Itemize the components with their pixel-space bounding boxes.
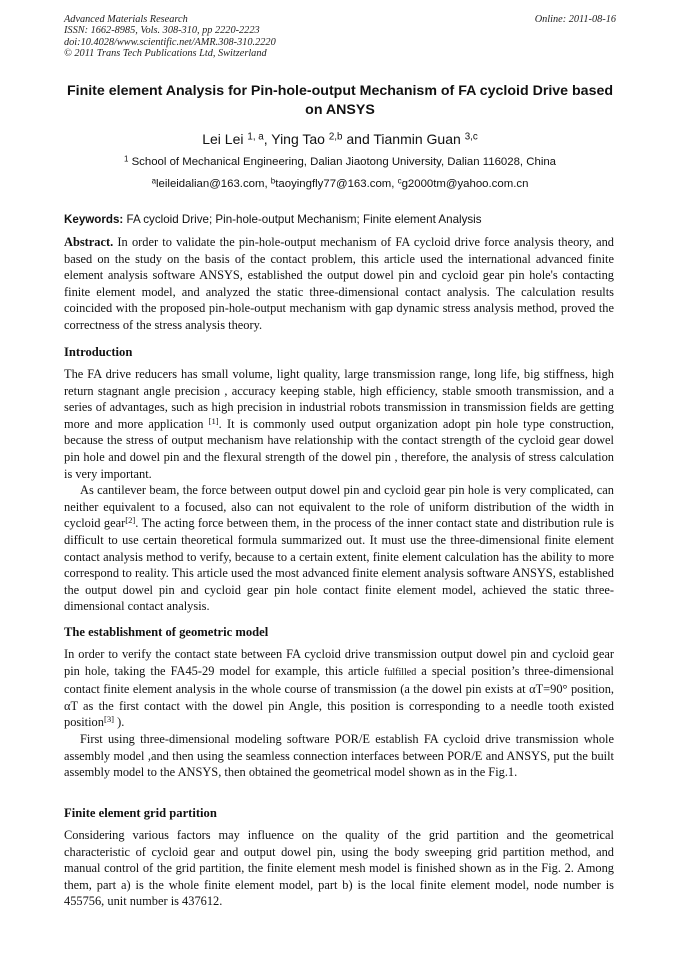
online-date: Online: 2011-08-16 — [534, 14, 616, 25]
abstract-label: Abstract. — [64, 235, 114, 249]
text-run: a special position’s three-dimensional contact finite element analysis in the whole course of transmission (a the dowel pin exists at αT=90° position, αT as the first contact with the dowel pin Angle, this position is corresponding to a needle tooth existed position — [64, 663, 614, 730]
journal-name: Advanced Materials Research — [64, 14, 188, 25]
text-run: The FA drive reducers has small volume, light quality, large transmission range, long life, big stiffness, high return stagnant angle precision , accuracy keeping stable, high efficiency, stable smooth transmission, and a series of advantages, such as high precision in industrial robots transmission in transmission fields are getting more and more application — [64, 367, 614, 431]
email-sup: b — [270, 176, 276, 186]
journal-meta — [64, 14, 276, 59]
paragraph — [64, 482, 614, 615]
keywords-label: Keywords: — [64, 213, 124, 226]
email-sup: a — [151, 176, 157, 186]
affiliation-sup: 1 — [123, 154, 129, 164]
section-heading-introduction: Introduction — [64, 345, 133, 359]
paragraph — [64, 646, 614, 731]
doi-line: doi:10.4028/www.scientific.net/AMR.308-310.2220 — [64, 36, 276, 48]
author-affil-sup: 1, a — [247, 131, 264, 143]
grid-partition-body — [64, 827, 614, 910]
text-run: In order to verify the contact state between FA cycloid drive transmission output dowel pin and cycloid gear pin hole, taking the FA45-29 model for example, this article — [64, 647, 614, 678]
geometric-model-body — [64, 646, 614, 781]
affiliation — [64, 156, 616, 168]
abstract — [64, 234, 614, 334]
paper-title: Finite element Analysis for Pin-hole-output Mechanism of FA cycloid Drive based on ANSYS — [66, 83, 614, 118]
keywords-text: FA cycloid Drive; Pin-hole-output Mechanism; Finite element Analysis — [123, 213, 482, 226]
text-run: . It is commonly used output organization adopt pin hole type construction, because the stress of output mechanism have relationship with the contact strength of the cycloid gear dowel pin hole and dowel pin and the flexural strength of the dowel pin , therefore, the analysis of stress calculation is very important. — [64, 416, 615, 481]
text-run: ). — [114, 715, 125, 730]
author-affil-sup: 3,c — [464, 131, 478, 143]
paragraph — [64, 366, 614, 482]
citation[interactable]: [2] — [125, 515, 136, 526]
email-sup: c — [397, 176, 402, 186]
author-name: Tianmin Guan — [373, 131, 465, 147]
citation[interactable]: [3] — [103, 714, 115, 725]
section-heading-geometric-model: The establishment of geometric model — [64, 625, 269, 639]
text-run: fulfilled — [384, 666, 417, 678]
keywords — [64, 213, 482, 226]
email-link[interactable]: g2000tm@yahoo.com.cn — [401, 178, 529, 190]
section-heading-grid-partition: Finite element grid partition — [64, 806, 217, 820]
introduction-body — [64, 366, 614, 615]
author-separator: , — [263, 131, 272, 147]
copyright-line: © 2011 Trans Tech Publications Ltd, Switzerland — [64, 47, 267, 59]
paragraph: Considering various factors may influence on the quality of the grid partition and the geometrical characteristic of cycloid gear and output dowel pin, using the body sweeping grid partition method, and manual control of the grid partition, the finite element mesh model is finished shown as in the Fig. 2. Among them, part a) is the whole finite element model, part b) is the local finite element model, node number is 455756, unit number is 437612. — [64, 828, 614, 909]
abstract-text: In order to validate the pin-hole-output mechanism of FA cycloid drive force analysis theory, and based on the study on the basis of the contact problem, this article used the international advanced finite element analysis software ANSYS, established the output dowel pin and cycloid gear pin hole's contacting finite element model, and analyzed the static three-dimensional contact analysis. The calculation results coincided with the proposed pin-hole-output mechanism with gap dynamic stress analysis method, proved the correctness of the stress analysis theory. — [64, 235, 614, 332]
text-run: As cantilever beam, the force between output dowel pin and cycloid gear pin hole is very complicated, can neither equivalent to a focused, also can not equivalent to the role of uniform distribution of the width in cycloid gear — [64, 483, 614, 531]
text-run: . The acting force between them, in the process of the inner contact state and distribution rule is difficult to use certain theoretical formula summarized out. It must use the three-dimensional finite element contact analysis method to verify, because to a certain extent, finite element calculation has the ability to more correspond to reality. This article used the most advanced finite element analysis software ANSYS, established the output dowel pin and cycloid gear pin hole contact finite element model, achieved the static three-dimensional contact analysis. — [64, 516, 615, 614]
email-link[interactable]: leileidalian@163.com, — [156, 178, 271, 190]
email-link[interactable]: taoyingfly77@163.com, — [275, 178, 398, 190]
author-name: Ying Tao — [271, 131, 329, 147]
paragraph: First using three-dimensional modeling software POR/E establish FA cycloid drive transmission whole assembly model ,and then using the seamless connection interfaces between POR/E and ANSYS, put the built assembly model to the ANSYS, then obtained the geometrical model shown as in the Fig.1. — [64, 731, 614, 780]
citation[interactable]: [1] — [208, 415, 219, 426]
author-separator: and — [342, 131, 374, 147]
affiliation-text: School of Mechanical Engineering, Dalian Jiaotong University, Dalian 116028, China — [128, 156, 557, 168]
author-affil-sup: 2,b — [328, 131, 343, 143]
issn-line: ISSN: 1662-8985, Vols. 308-310, pp 2220-2223 — [64, 25, 260, 37]
author-name: Lei Lei — [202, 131, 248, 147]
author-list — [64, 131, 616, 147]
author-emails — [64, 178, 616, 190]
